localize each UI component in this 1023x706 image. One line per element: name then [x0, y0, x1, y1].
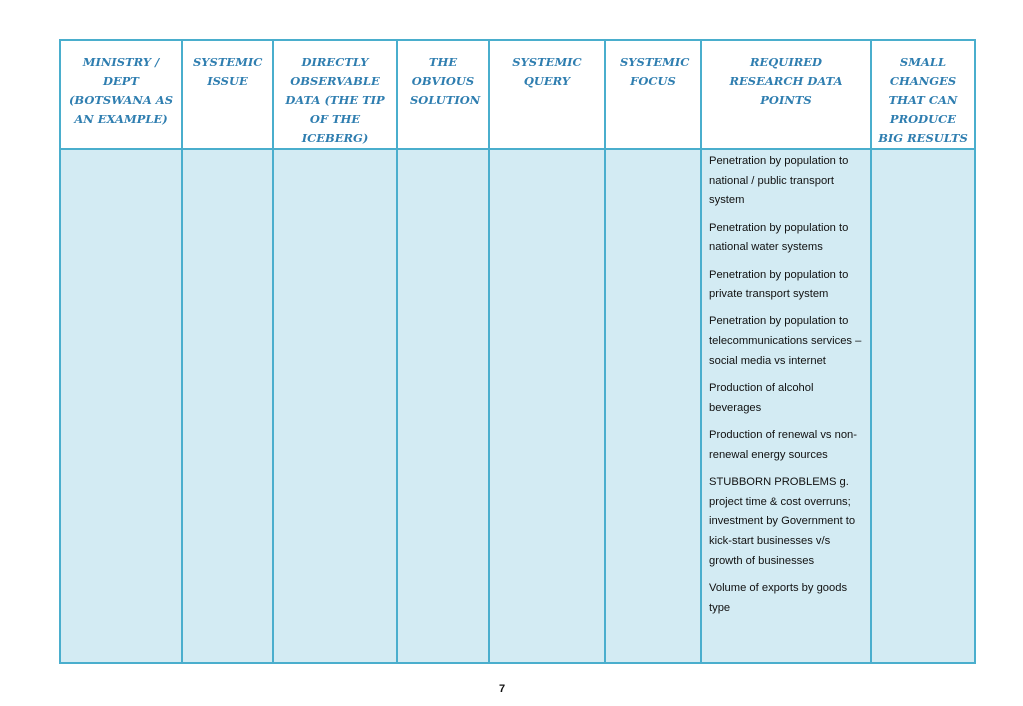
list-item: Penetration by population to national / public transport system — [709, 155, 849, 207]
header-systemic-issue: SYSTEMIC ISSUE — [182, 40, 273, 149]
cell-small-changes — [871, 149, 975, 663]
cell-systemic-query — [489, 149, 605, 663]
list-item: Penetration by population to telecommunications services – social media vs internet — [709, 315, 862, 367]
list-item: STUBBORN PROBLEMS g. project time & cost overruns; investment by Government to kick-start businesses v/s growth of businesses — [709, 475, 856, 567]
cell-systemic-issue — [182, 149, 273, 663]
header-small-changes: SMALL CHANGES THAT CAN PRODUCE BIG RESULTS — [871, 40, 975, 149]
list-item: Production of alcohol beverages — [709, 382, 814, 414]
header-systemic-focus: SYSTEMIC FOCUS — [605, 40, 701, 149]
list-item: Volume of exports by goods type — [709, 581, 848, 614]
cell-obvious-solution — [397, 149, 489, 663]
page-number: 7 — [498, 683, 506, 695]
table-row — [60, 149, 975, 663]
systemic-analysis-table — [59, 39, 976, 664]
research-data-points-list — [702, 150, 870, 618]
cell-required-research-data-points — [701, 149, 871, 663]
header-obvious-solution: THE OBVIOUS SOLUTION — [397, 40, 489, 149]
header-directly-observable-data: DIRECTLY OBSERVABLE DATA (THE TIP OF THE ICEBERG) — [273, 40, 397, 149]
cell-directly-observable-data — [273, 149, 397, 663]
header-ministry-dept: MINISTRY / DEPT (BOTSWANA AS AN EXAMPLE) — [60, 40, 182, 149]
header-systemic-query: SYSTEMIC QUERY — [489, 40, 605, 149]
cell-systemic-focus — [605, 149, 701, 663]
header-row — [60, 40, 975, 149]
list-item: Penetration by population to private transport system — [709, 268, 849, 301]
research-table-container — [59, 39, 974, 664]
list-item: Production of renewal vs non-renewal energy sources — [709, 428, 858, 461]
cell-ministry-dept — [60, 149, 182, 663]
list-item: Penetration by population to national water systems — [709, 221, 849, 254]
header-required-research-data-points: REQUIRED RESEARCH DATA POINTS — [701, 40, 871, 149]
